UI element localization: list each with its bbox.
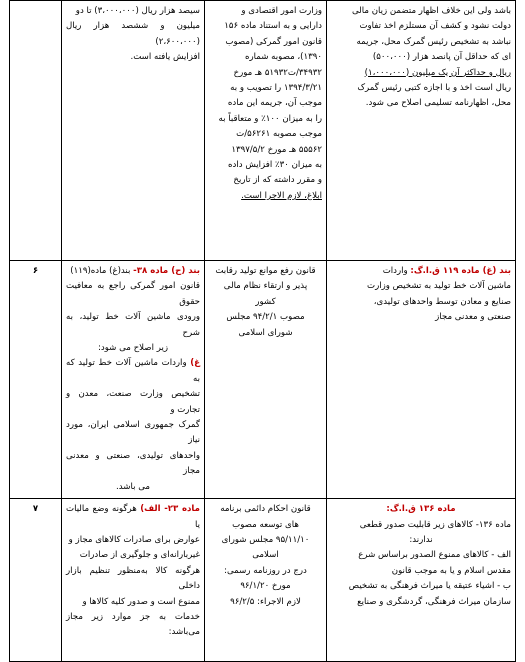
text-line: مصوب ۹۴/۲/۱ مجلس [226, 312, 305, 323]
text-line: سازمان میراث فرهنگی، گردشگری و صنایع [357, 596, 511, 607]
text-line: واحدهای تولیدی، صنعتی و معدنی مجاز [66, 450, 200, 477]
text-line: زیر اصلاح می شود: [98, 343, 168, 354]
text-line: ابلاغ، لازم الاجرا است. [241, 190, 322, 201]
cell-original-text [327, 499, 516, 662]
cell-row-number: ۶ [10, 261, 62, 499]
cell-amended-text [62, 261, 205, 499]
text-line: ورودی ماشین آلات خط تولید، به شرح [66, 312, 200, 338]
text-line: تشخیص وزارت صنعت، معدن و تجارت و [66, 389, 200, 415]
text-line: به میزان ۳۰٪ افزایش داده [228, 160, 322, 171]
text-line: ۳۴۹۳۲/ت۵۱۹۳۲ هـ مورخ [233, 67, 322, 78]
text-line: ریال است اخذ و با اجازه کتبی رئیس گمرک [357, 83, 511, 94]
text-line: وزارت امور اقتصادی و [241, 6, 322, 16]
cell-amending-law [205, 1, 327, 261]
text-line: واردات ماشین آلات خط تولید که به [66, 358, 200, 384]
text-line: واردات [382, 266, 411, 276]
text-line: قانون امور گمرکی راجع به معافیت حقوق [66, 281, 200, 307]
cell-amended-text [62, 1, 205, 261]
text-line: گمرک جمهوری اسلامی ایران، مورد نیاز [66, 420, 200, 446]
cell-amended-text [62, 499, 205, 662]
cell-amending-law [205, 261, 327, 499]
table-row-6 [10, 261, 516, 499]
text-line: عوارض برای صادرات کالاهای مجاز و [68, 534, 200, 545]
text-line: ۱۳۹۴/۳/۲۱ را تصویب و به [230, 83, 322, 94]
cell-row-number [10, 1, 62, 261]
text-line: ۹۵/۱۱/۱۰ مجلس شورای [221, 534, 310, 545]
text-line: های توسعه مصوب [232, 519, 299, 530]
text-line: هرگونه کالا به‌منظور تنظیم بازار داخلی [66, 565, 200, 592]
text-line: موجب آن، جریمه این ماده [227, 98, 322, 109]
text-line: مقدس اسلام و یا به موجب قانون [391, 565, 511, 576]
text-line: دارایی و به استناد ماده ۱۵۶ [224, 21, 322, 32]
text-line: شورای اسلامی [238, 327, 293, 338]
article-reference: بند (ح) ماده ۳۸- [133, 266, 200, 276]
cell-row-number: ۷ [10, 499, 62, 662]
text-line: محل، اظهارنامه تسلیمی اصلاح می شود. [365, 98, 511, 109]
text-line: قانون احکام دائمی برنامه [220, 504, 311, 515]
text-line: صنعتی و معدنی مجاز [435, 312, 511, 323]
clause-label: غ) [190, 358, 200, 369]
table-row-continued [10, 1, 516, 261]
text-line: ممنوع است و صدور کلیه کالاها و [82, 596, 200, 607]
text-line: کشور [255, 296, 276, 307]
text-line: خدمات به جز موارد زیر مجاز می‌باشد: [66, 611, 200, 638]
text-line: ب - اشیاء عتیقه یا میراث فرهنگی به تشخیص [348, 581, 511, 592]
text-line: پذیر و ارتقاء نظام مالی [223, 281, 308, 292]
text-line: دولت نشود و کشف آن مستلزم اخذ تفاوت [359, 21, 511, 32]
text-line: اسلامی [252, 550, 279, 561]
text-line: افزایش یافته است. [130, 52, 200, 63]
text-line: الف - کالاهای ممنوع الصدور براساس شرع [358, 550, 511, 561]
text-line: باشد ولی این خلاف اظهار متضمن زیان مالی [351, 6, 511, 16]
text-line: ۱۳۹۰)، مصوبه شماره [245, 52, 322, 63]
article-reference: ماده ۲۳- الف) [140, 504, 200, 515]
text-line: سیصد هزار ریال (۳،۰۰۰،۰۰۰) تا دو [75, 6, 200, 16]
text-line: غیربارانه‌ای و جلوگیری از صادرات [79, 550, 200, 561]
text-line: ماشین آلات خط تولید به تشخیص وزارت [366, 281, 511, 292]
text-line: میلیون و ششصد هزار ریال (۲،۶۰۰،۰۰۰) [66, 21, 200, 47]
text-line: بند(غ) ماده(۱۱۹) [70, 266, 134, 276]
cell-original-text [327, 261, 516, 499]
text-line: ۵۵۵۶۲ هـ مورخ ۱۳۹۷/۵/۲ [231, 144, 322, 155]
article-reference: بند (غ) ماده ۱۱۹ ق.ا.گ: [410, 266, 511, 276]
text-line: ماده ۱۳۶- کالاهای زیر قابلیت صدور قطعی [359, 519, 511, 530]
article-reference: ماده ۱۳۶ ق.ا.گ: [386, 504, 456, 515]
text-line: موجب مصوبه ۵۶۲۶۱/ت [236, 129, 322, 140]
cell-original-text [327, 1, 516, 261]
text-line: ریال و حداکثر آن یک میلیون (۱،۰۰۰،۰۰۰) [364, 67, 511, 78]
text-line: ندارند: [409, 534, 433, 545]
text-line: صنایع و معادن توسط واحدهای تولیدی، [373, 296, 511, 307]
text-line: می باشد. [116, 481, 150, 492]
text-line: لازم الاجراء: ۹۶/۲/۵ [230, 596, 301, 607]
text-line: قانون رفع موانع تولید رقابت [215, 266, 316, 276]
table-row-7 [10, 499, 516, 662]
cell-amending-law [205, 499, 327, 662]
text-line: قانون امور گمرکی (مصوب [225, 36, 322, 47]
text-line: مورخ ۹۶/۱/۲۰ [240, 581, 291, 592]
text-line: هرگونه وضع مالیات یا [66, 504, 200, 530]
text-line: نباشد به تشخیص رئیس گمرک محل، جریمه [356, 36, 511, 47]
text-line: ای که حداقل آن پانصد هزار (۵۰۰،۰۰۰) [372, 52, 511, 63]
text-line: و مقرر داشته که از تاریخ [233, 175, 322, 186]
comparison-table [9, 0, 516, 662]
text-line: را به میزان ۱۰۰٪ و متعاقباً به [218, 113, 322, 124]
text-line: درج در روزنامه رسمی: [224, 565, 307, 576]
